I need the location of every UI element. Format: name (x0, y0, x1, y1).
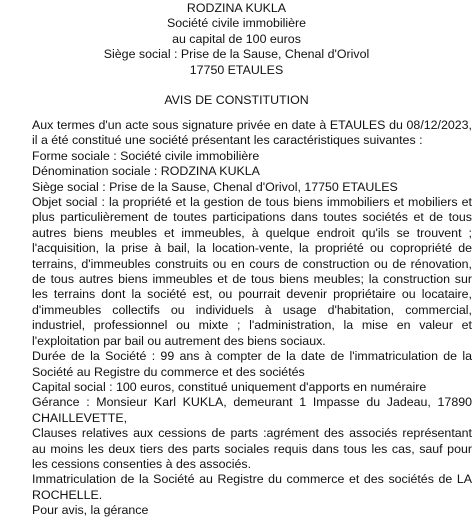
paragraph-gerance: Gérance : Monsieur Karl KUKLA, demeurant 1 Impasse du Jadeau, 17890 CHAILLEVETTE, (32, 395, 472, 425)
paragraph-signature: Pour avis, la gérance (32, 503, 149, 518)
notice-title: AVIS DE CONSTITUTION (164, 93, 309, 107)
company-city: 17750 ETAULES (189, 62, 284, 77)
paragraph-intro: Aux termes d'un acte sous signature privée en date à ETAULES du 08/12/2023, il a été constitué une société présentant les caractéristiques suivantes : (32, 118, 472, 148)
paragraph-clauses: Clauses relatives aux cessions de parts :agrément des associés représentant au moins les deux tiers des parts sociales requis dans tous les cas, sauf pour les cessions consenties à des associés. (32, 426, 472, 471)
paragraph-siege: Siège social : Prise de la Sause, Chenal d'Orivol, 17750 ETAULES (32, 179, 398, 194)
paragraph-capital: Capital social : 100 euros, constitué uniquement d'apports en numéraire (32, 379, 427, 394)
company-siege: Siège social : Prise de la Sause, Chenal d'Orivol (103, 47, 370, 62)
company-name: RODZINA KUKLA (186, 1, 287, 15)
company-type: Société civile immobilière (166, 16, 307, 31)
paragraph-objet: Objet social : la propriété et la gestion de tous biens immobiliers et mobiliers et plus particulièrement de toutes participations dans toutes sociétés et de tous autres biens meubles et immeubles, à quelque endroit qu'ils se trouvent ; l'acquisition, la prise à bail, la location-vente, la propriété ou copropriété de terrains, d'immeubles construits ou en cours de construction ou de rénovation, de tous autres biens immeubles et de tous biens meubles; la construction sur les terrains dont la société est, ou pourrait devenir propriétaire ou locataire, d'immeubles collectifs ou individuels à usage d'habitation, commercial, industriel, professionnel ou mixte ; l'administration, la mise en valeur et l'exploitation par bail ou autrement des biens sociaux. (32, 195, 472, 348)
company-capital: au capital de 100 euros (172, 31, 301, 46)
paragraph-immatriculation: Immatriculation de la Société au Registre du commerce et des sociétés de LA ROCHELLE. (32, 472, 472, 502)
notice-body (2, 118, 472, 519)
paragraph-forme: Forme sociale : Société civile immobilière (32, 148, 260, 163)
notice-header (0, 1, 473, 78)
paragraph-duree: Durée de la Société : 99 ans à compter de la date de l'immatriculation de la Société au Registre du commerce et des sociétés (32, 349, 472, 379)
paragraph-denomination: Dénomination sociale : RODZINA KUKLA (32, 164, 260, 179)
